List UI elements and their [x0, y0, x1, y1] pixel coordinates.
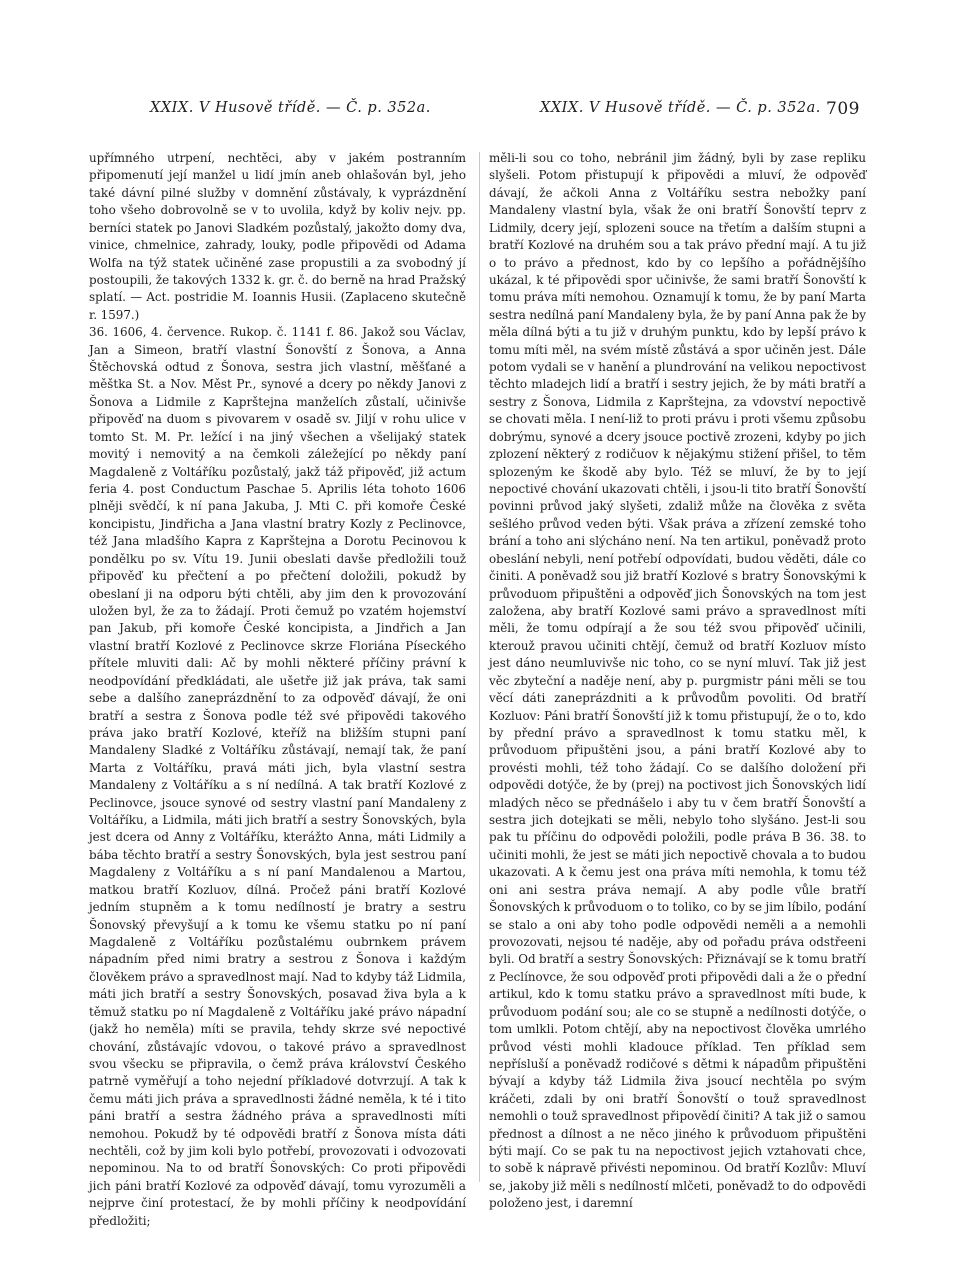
paragraph: upřímného utrpení, nechtěci, aby v jakém postranním připomenutí její manžel u lidí jmín aneb ohlašován byl, jeho také dávní pilné služby v domnění zůstávaly, k vyprázdnění toho všeho dobrovolně se v to uvolila, když by koliv nejv. pp. berníci statek po Janovi Sladkém pozůstalý, jakožto domy dva, vinice, chmelnice, zahrady, louky, podle připovědi od Adama Wolfa na týž statek učiněné zase propustili a za svobodný jí postoupili, že takových 1332 k. gr. č. do berně na hrad Pražský splatí. — Act. postridie M. Ioannis Husii. (Zaplaceno skutečně r. 1597.) — [89, 151, 466, 322]
running-head-left: XXIX. V Husově třídě. — Č. p. 352a. — [150, 100, 431, 116]
paragraph: 36. 1606, 4. července. Rukop. č. 1141 f. 86. Jakož sou Václav, Jan a Simeon, bratří vlastní Šonovští z Šonova, a Anna Štěchovská odtud z Šonova, sestra jich vlastní, měšťané a měštka St. a Nov. Měst Pr., synové a dcery po někdy Janovi z Šonova a Lidmile z Kaprštejna manželích zůstalí, učinivše připověď na duom s pivovarem v osadě sv. Jiljí v rohu ulice v tomto St. M. Pr. ležící i na jiný všechen a všelijaký statek movitý i nemovitý a na čemkoli záležející po někdy paní Magdaleně z Voltáříku pozůstalý, jakž táž připověď, již actum feria 4. post Conductum Paschae 5. Aprilis léta tohoto 1606 plněji svědčí, k ní pana Jakuba, J. Mti C. při komoře České koncipistu, Jindřicha a Jana vlastní bratry Kozly z Peclinovce, též Jana mladšího Kapra z Kaprštejna a Dorotu Pecinovou k pondělku po sv. Vítu 19. Junii obeslati davše předložili touž připověď ku přečtení a po přečtení doložili, pokudž by obeslaní ji na odporu býti chtěli, aby jim den k provozování uložen byl, že za to žádají. Proti čemuž po vzatém hojemství pan Jakub, při komoře České koncipista, a Jindřich a Jan vlastní bratří Kozlové z Peclinovce skrze Floriána Píseckého přítele mluviti dali: Ač by mohli některé příčiny právní k neodpovídání předkládati, ale ušetře již jak práva, tak sami sebe a dalšího zaneprázdnění to za odpověď dávají, že oni bratří a sestra z Šonova podle též své připovědi takového práva jako bratří Kozlové, kteříž na bližším stupni paní Mandaleny Sladké z Voltáříku zůstávají, nemají tak, že paní Marta z Voltáříku, pravá máti jich, byla vlastní sestra Mandaleny z Voltáříku a s ní nedílná. A tak bratří Kozlové z Peclinovce, jsouce synové od sestry vlastní paní Mandaleny z Voltáříku, a Lidmila, máti jich bratří a sestry Šonovských, byla jest dcera od Anny z Voltáříku, kterážto Anna, máti Lidmily a bába těchto bratří a sestry Šonovských, byla jest sestrou paní Magdaleny z Voltáříku a s ní paní Mandalenou a Martou, matkou bratří Kozluov, dílná. Pročež páni bratří Kozlové jedním stupněm a k tomu nedílností je bratry a sestru Šonovský převyšují a k tomu ke všemu statku po ní paní Magdaleně z Voltáříku pozůstalému oubrnkem právem nápadním před nimi bratry a sestrou z Šonova i každým člověkem právo a spravedlnost mají. Nad to kdyby táž Lidmila, máti jich bratří a sestry Šonovských, posavad živa byla a k těmuž statku po ní Magdaleně z Voltáříku jaké právo nápadní (jakž ho neměla) míti se pravila, tehdy skrze své nepoctivé chování, zůstávajíc vdovou, o takové právo a spravedlnost svou všecku se připravila, o čemž práva království Českého patrně vyměřují a toho nejední příkladové dotvrzují. A tak k čemu máti jich práva a spravedlnosti žádné neměla, k té i tito páni bratří a sestra žádného práva a spravedlnosti míti nemohou. Pokudž by té odpovědi bratří z Šonova místa dáti nechtěli, což by jim koli bylo potřebí, provozovati i odvozovati nepominou. Na to od bratří Šonovských: Co proti připovědi jich páni bratří Kozlové za odpověď dávají, tomu vyrozuměli a nejprve činí protestací, že by mohli příčiny k neodpovídání předložiti; — [89, 325, 466, 1228]
page-number: 709 — [826, 99, 860, 119]
paragraph: měli-li sou co toho, nebránil jim žádný, byli by zase repliku slyšeli. Potom přistupují k připovědi a mluví, že odpověď dávají, že ačkoli Anna z Voltáříku sestra nebožky paní Mandaleny vlastní byla, však že oni bratří Šonovští teprv z Lidmily, dcery její, splozeni souce na třetím a dalším stupni a bratří Kozlové na druhém sou a tak právo přední mají. A tu již o to právo a přednost, kdo by co lepšího a pořádnějšího ukázal, k té připovědi spor učinivše, že sami bratří Šonovští k tomu práva míti nemohou. Oznamují k tomu, že by paní Marta sestra nedílná paní Mandaleny byla, že by paní Anna pak že by měla dílná býti a tu již v druhým punktu, kdo by lepší právo k tomu míti měl, na svém místě zůstává a spor učiněn jest. Dále potom vydali se v hanění a plundrování na velikou nepoctivost těchto mladejch lidí a bratří i sestry jejich, že by máti bratří a sestry z Šonova, Lidmila z Kaprštejna, za vdovství nepoctivě se chovati měla. I není-liž to proti právu i proti všemu způsobu dobrýmu, synové a dcery jsouce poctivě zrozeni, kdyby po jich zplození některý z rodičuov k nějakýmu stižení přišel, to těm splozeným ke škodě aby bylo. Též se mluví, že by to její nepoctivé chování ukazovati chtěli, i jsou-li tito bratří Šonovští povinni průvod jaký slyšeti, zdaliž může na člověka z světa sešlého průvod veden býti. Však práva a zřízení zemské toho brání a toho ani slýcháno není. Na ten artikul, poněvadž proto obeslání nebyli, není potřebí odpovídati, budou věděti, dále co činiti. A poněvadž sou již bratří Kozlové s bratry Šonovskými k průvoduom připuštěni a odpověď jich Šonovských na tom jest založena, aby bratří Kozlové sami právo a spravedlnost míti měli, že tomu odpírají a že sou též svou připověď učinili, kterouž pravou učiniti chtějí, čemuž od bratří Kozluov místo jest dáno neumluvivše nic toho, co se nyní mluví. Tak již jest věc zbyteční a naděje není, aby p. purgmistr páni měli se tou věcí dáti zaneprázdniti a k průvodům povoliti. Od bratří Kozluov: Páni bratří Šonovští již k tomu přistupují, že o to, kdo by přední právo a spravedlnost k tomu statku měl, k průvoduom připuštěni jsou, a páni bratří Kozlové aby to provésti mohli, též toho žádají. Co se dalšího doložení při odpovědi dotýče, že by (prej) na poctivost jich Šonovských lidí mladých něco se přednášelo i aby tu v čem bratří Šonovští a sestra jich dotejkati se měli, nebylo toho slyšáno. Jest-li sou pak tu příčinu do odpovědi položili, podle práva B 36. 38. to učiniti mohli, že jest se máti jich nepoctivě chovala a to budou ukazovati. A k čemu jest ona práva míti nemohla, k tomu též oni ani sestra práva nemají. A aby podle vůle bratří Šonovských k průvoduom o to toliko, co by se jim líbilo, podání se stalo a oni aby toho podle odpovědi neměli a a nemohli provozovati, nejsou té naděje, aby od pořadu práva odstřeeni byli. Od bratří a sestry Šonovských: Přiznávají se k tomu bratří z Peclínovce, že sou odpověď proti připovědi dali a že o přední artikul, kdo k tomu statku právo a spravedlnost míti bude, k průvoduom podání sou; ale co se stupně a nedílnosti dotýče, o tom umlkli. Potom chtějí, aby na nepoctivost člověka umrlého průvod vésti mohli kladouce příklad. Ten příklad sem nepřísluší a poněvadž rodičové s dětmi k nápadům připuštěni bývají a kdyby táž Lidmila živa jsoucí nechtěla po svým kráčeti, zdali by oni bratří Šonovští o touž spravedlnost nemohli o touž spravedlnost připovědí činiti? A tak již o samou přednost a dílnost a ne něco jiného k průvoduom připuštěni býti mají. Co se pak tu na nepoctivost jejich vztahovati chce, to sobě k nápravě přivésti nepominou. Od bratří Kozlův: Mluví se, jakoby již měli s nedílností mlčeti, poněvadž to do odpovědi položeno jest, i daremní — [489, 151, 866, 1211]
right-column — [489, 150, 866, 1213]
running-head-right: XXIX. V Husově třídě. — Č. p. 352a. — [540, 100, 821, 116]
left-column — [89, 150, 466, 1230]
column-divider — [479, 152, 480, 1182]
